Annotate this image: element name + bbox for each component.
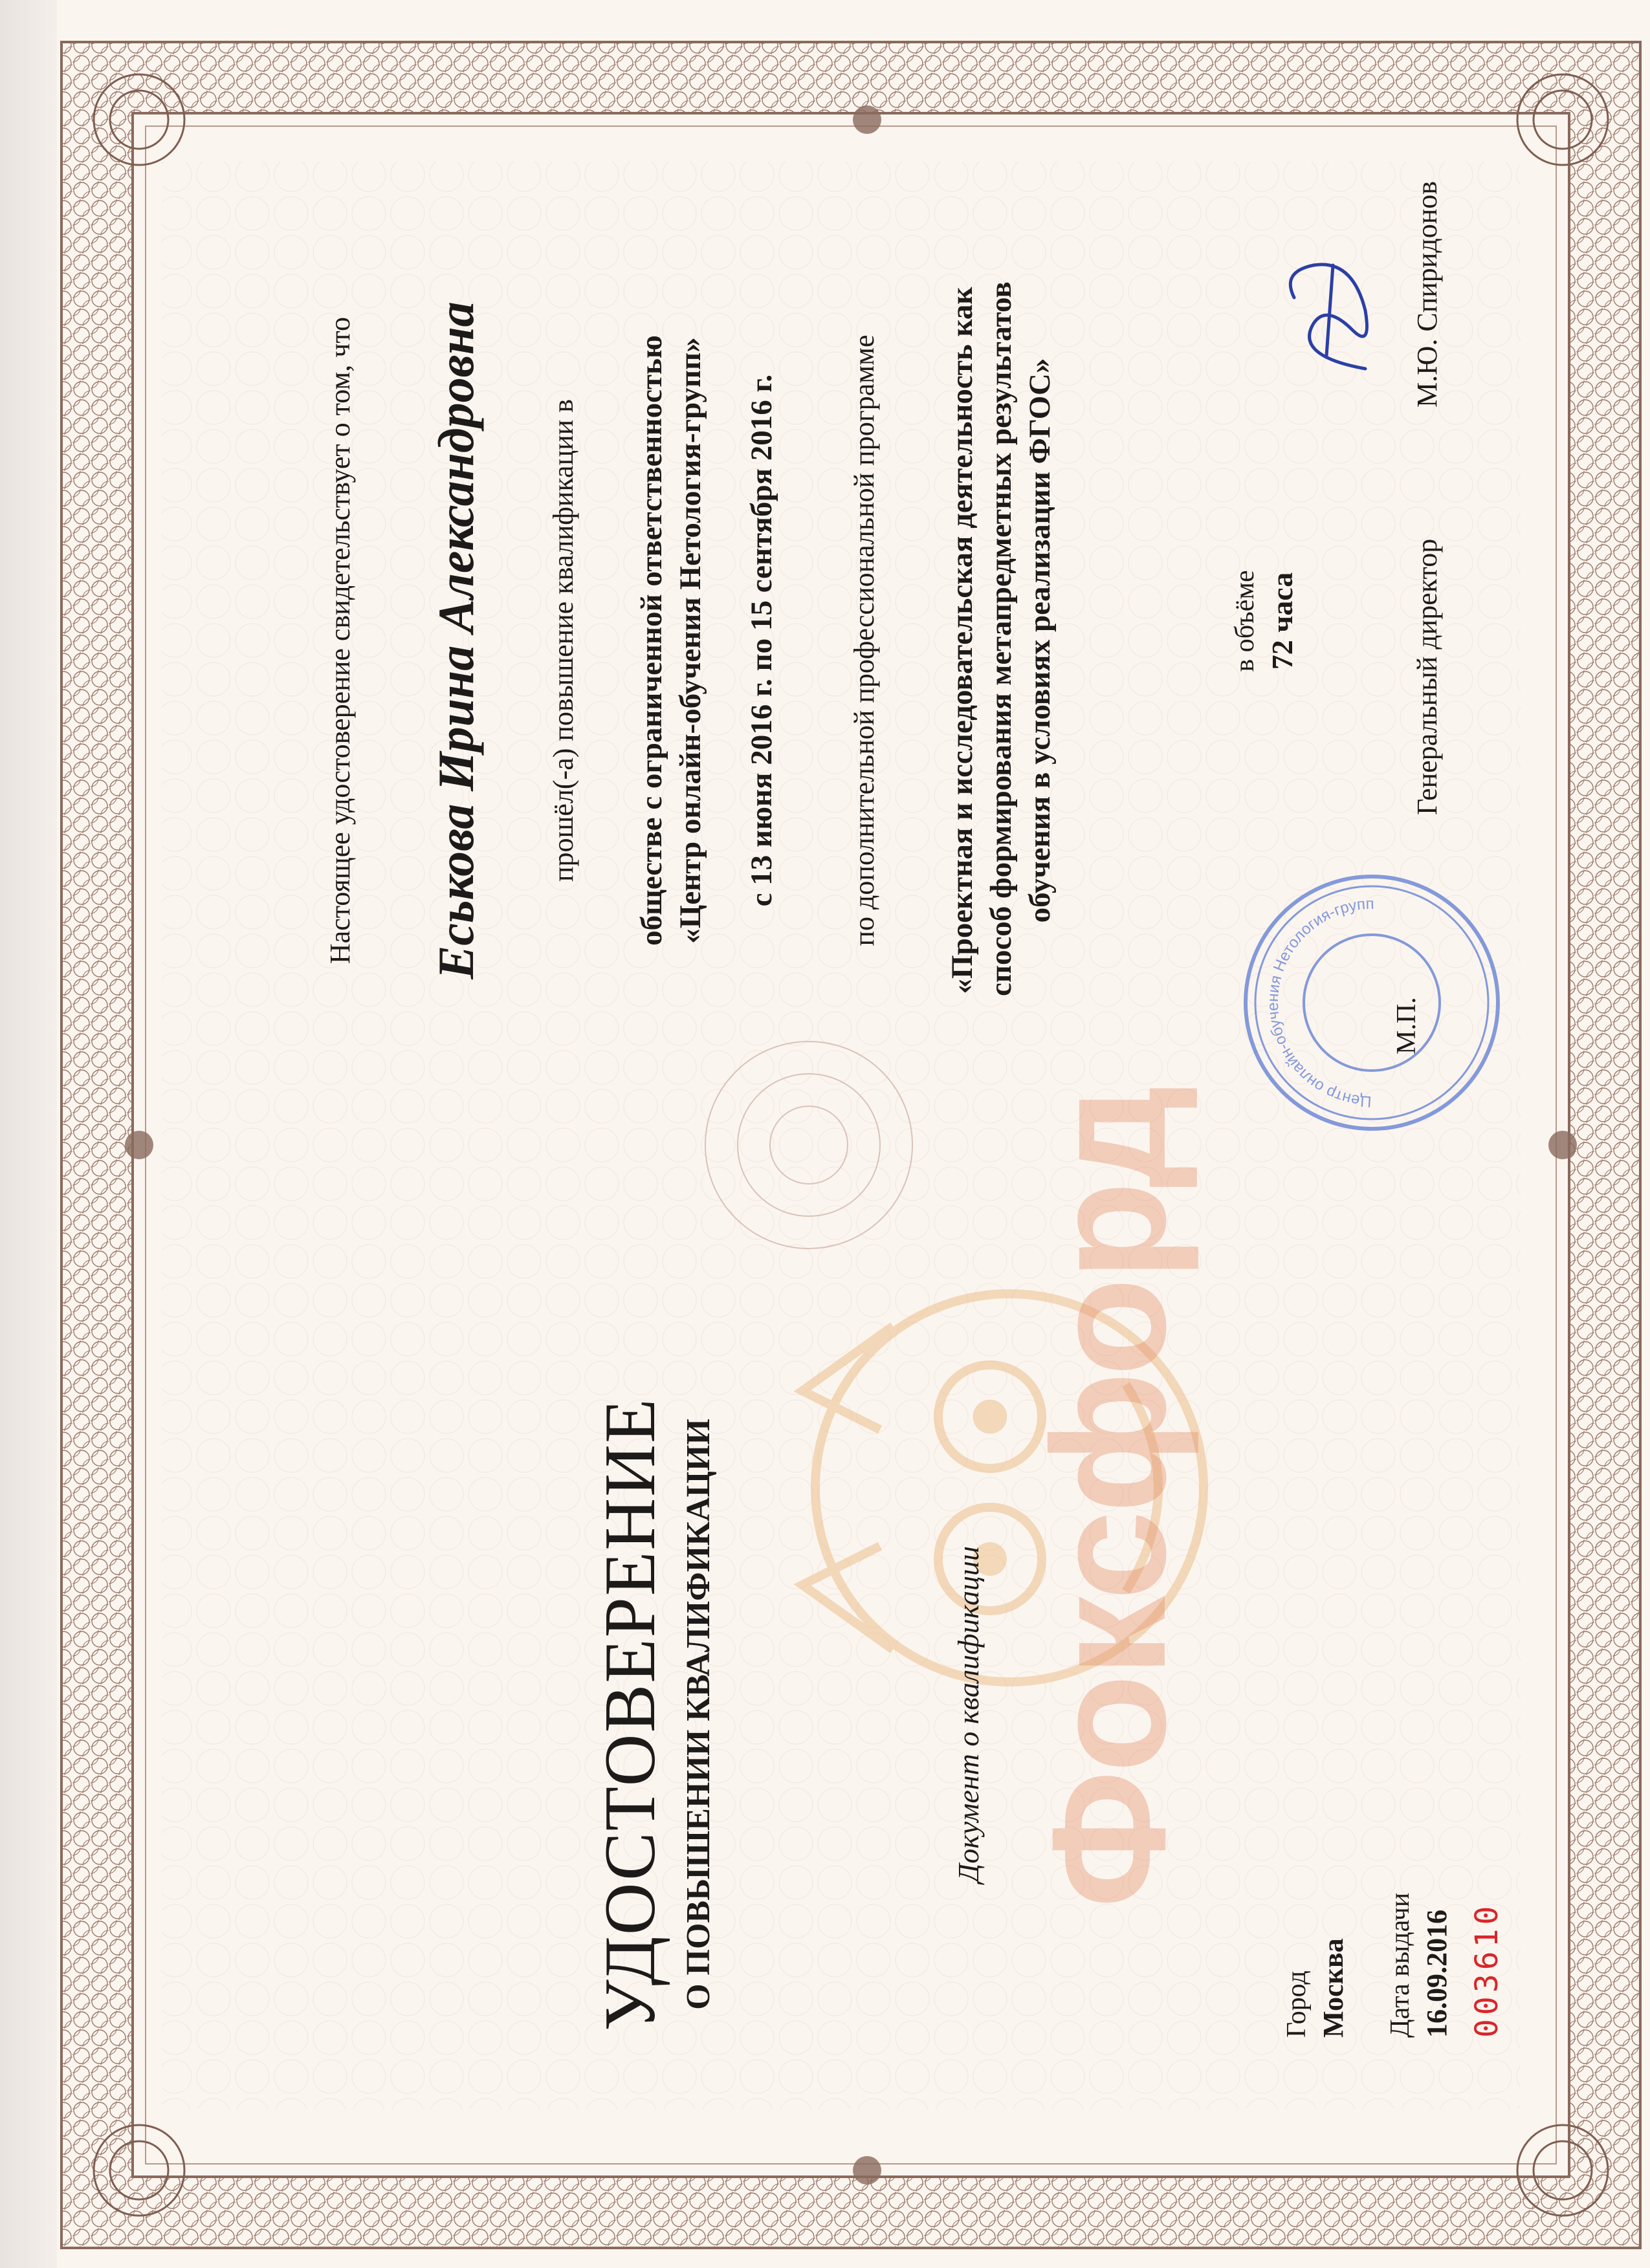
program-title-line-2: способ формирования метапредметных результатов xyxy=(984,281,1018,996)
official-stamp xyxy=(1236,867,1508,1139)
document-type: Документ о квалификации xyxy=(952,1545,985,1883)
program-title-line-3: обучения в условиях реализации ФГОС» xyxy=(1023,358,1057,923)
svg-text:Центр онлайн-обучения Нетологи xyxy=(1264,895,1374,1110)
city-label: Город xyxy=(1282,1970,1312,2038)
document-subtitle: О ПОВЫШЕНИИ КВАЛИФИКАЦИИ xyxy=(680,1419,717,2010)
serial-number: 003610 xyxy=(1469,1902,1505,2038)
volume-value: 72 часа xyxy=(1266,572,1299,670)
document-title: УДОСТОВЕРЕНИЕ xyxy=(590,1397,670,2031)
recipient-name: Еськова Ирина Александровна xyxy=(428,301,484,979)
issue-date-label: Дата выдачи xyxy=(1385,1892,1415,2038)
signer-position: Генеральный директор xyxy=(1411,538,1443,815)
training-period: с 13 июня 2016 г. по 15 сентября 2016 г. xyxy=(745,374,778,907)
issue-date-value: 16.09.2016 xyxy=(1421,1910,1453,2038)
passed-text: прошёл(-а) повышение квалификации в xyxy=(547,398,579,882)
stamp-text: Центр онлайн-обучения Нетология-групп xyxy=(1264,895,1374,1111)
organization-line-1: обществе с ограниченной ответственностью xyxy=(635,335,668,946)
handwritten-signature xyxy=(1255,226,1411,395)
signer-name: М.Ю. Спиридонов xyxy=(1411,180,1443,408)
stamp-placeholder-label: М.П. xyxy=(1392,997,1422,1054)
program-title-line-1: «Проектная и исследовательская деятельность как xyxy=(945,287,979,994)
intro-text: Настоящее удостоверение свидетельствует о том, что xyxy=(324,316,356,965)
certificate-content xyxy=(65,58,1540,2206)
program-label: по дополнительной профессиональной программе xyxy=(848,334,880,946)
organization-line-2: «Центр онлайн-обучения Нетология-групп» xyxy=(674,337,707,944)
city-value: Москва xyxy=(1317,1938,1349,2038)
brand-wordmark: Фоксфорд xyxy=(1018,1087,1199,1908)
volume-label: в объёме xyxy=(1230,570,1260,672)
